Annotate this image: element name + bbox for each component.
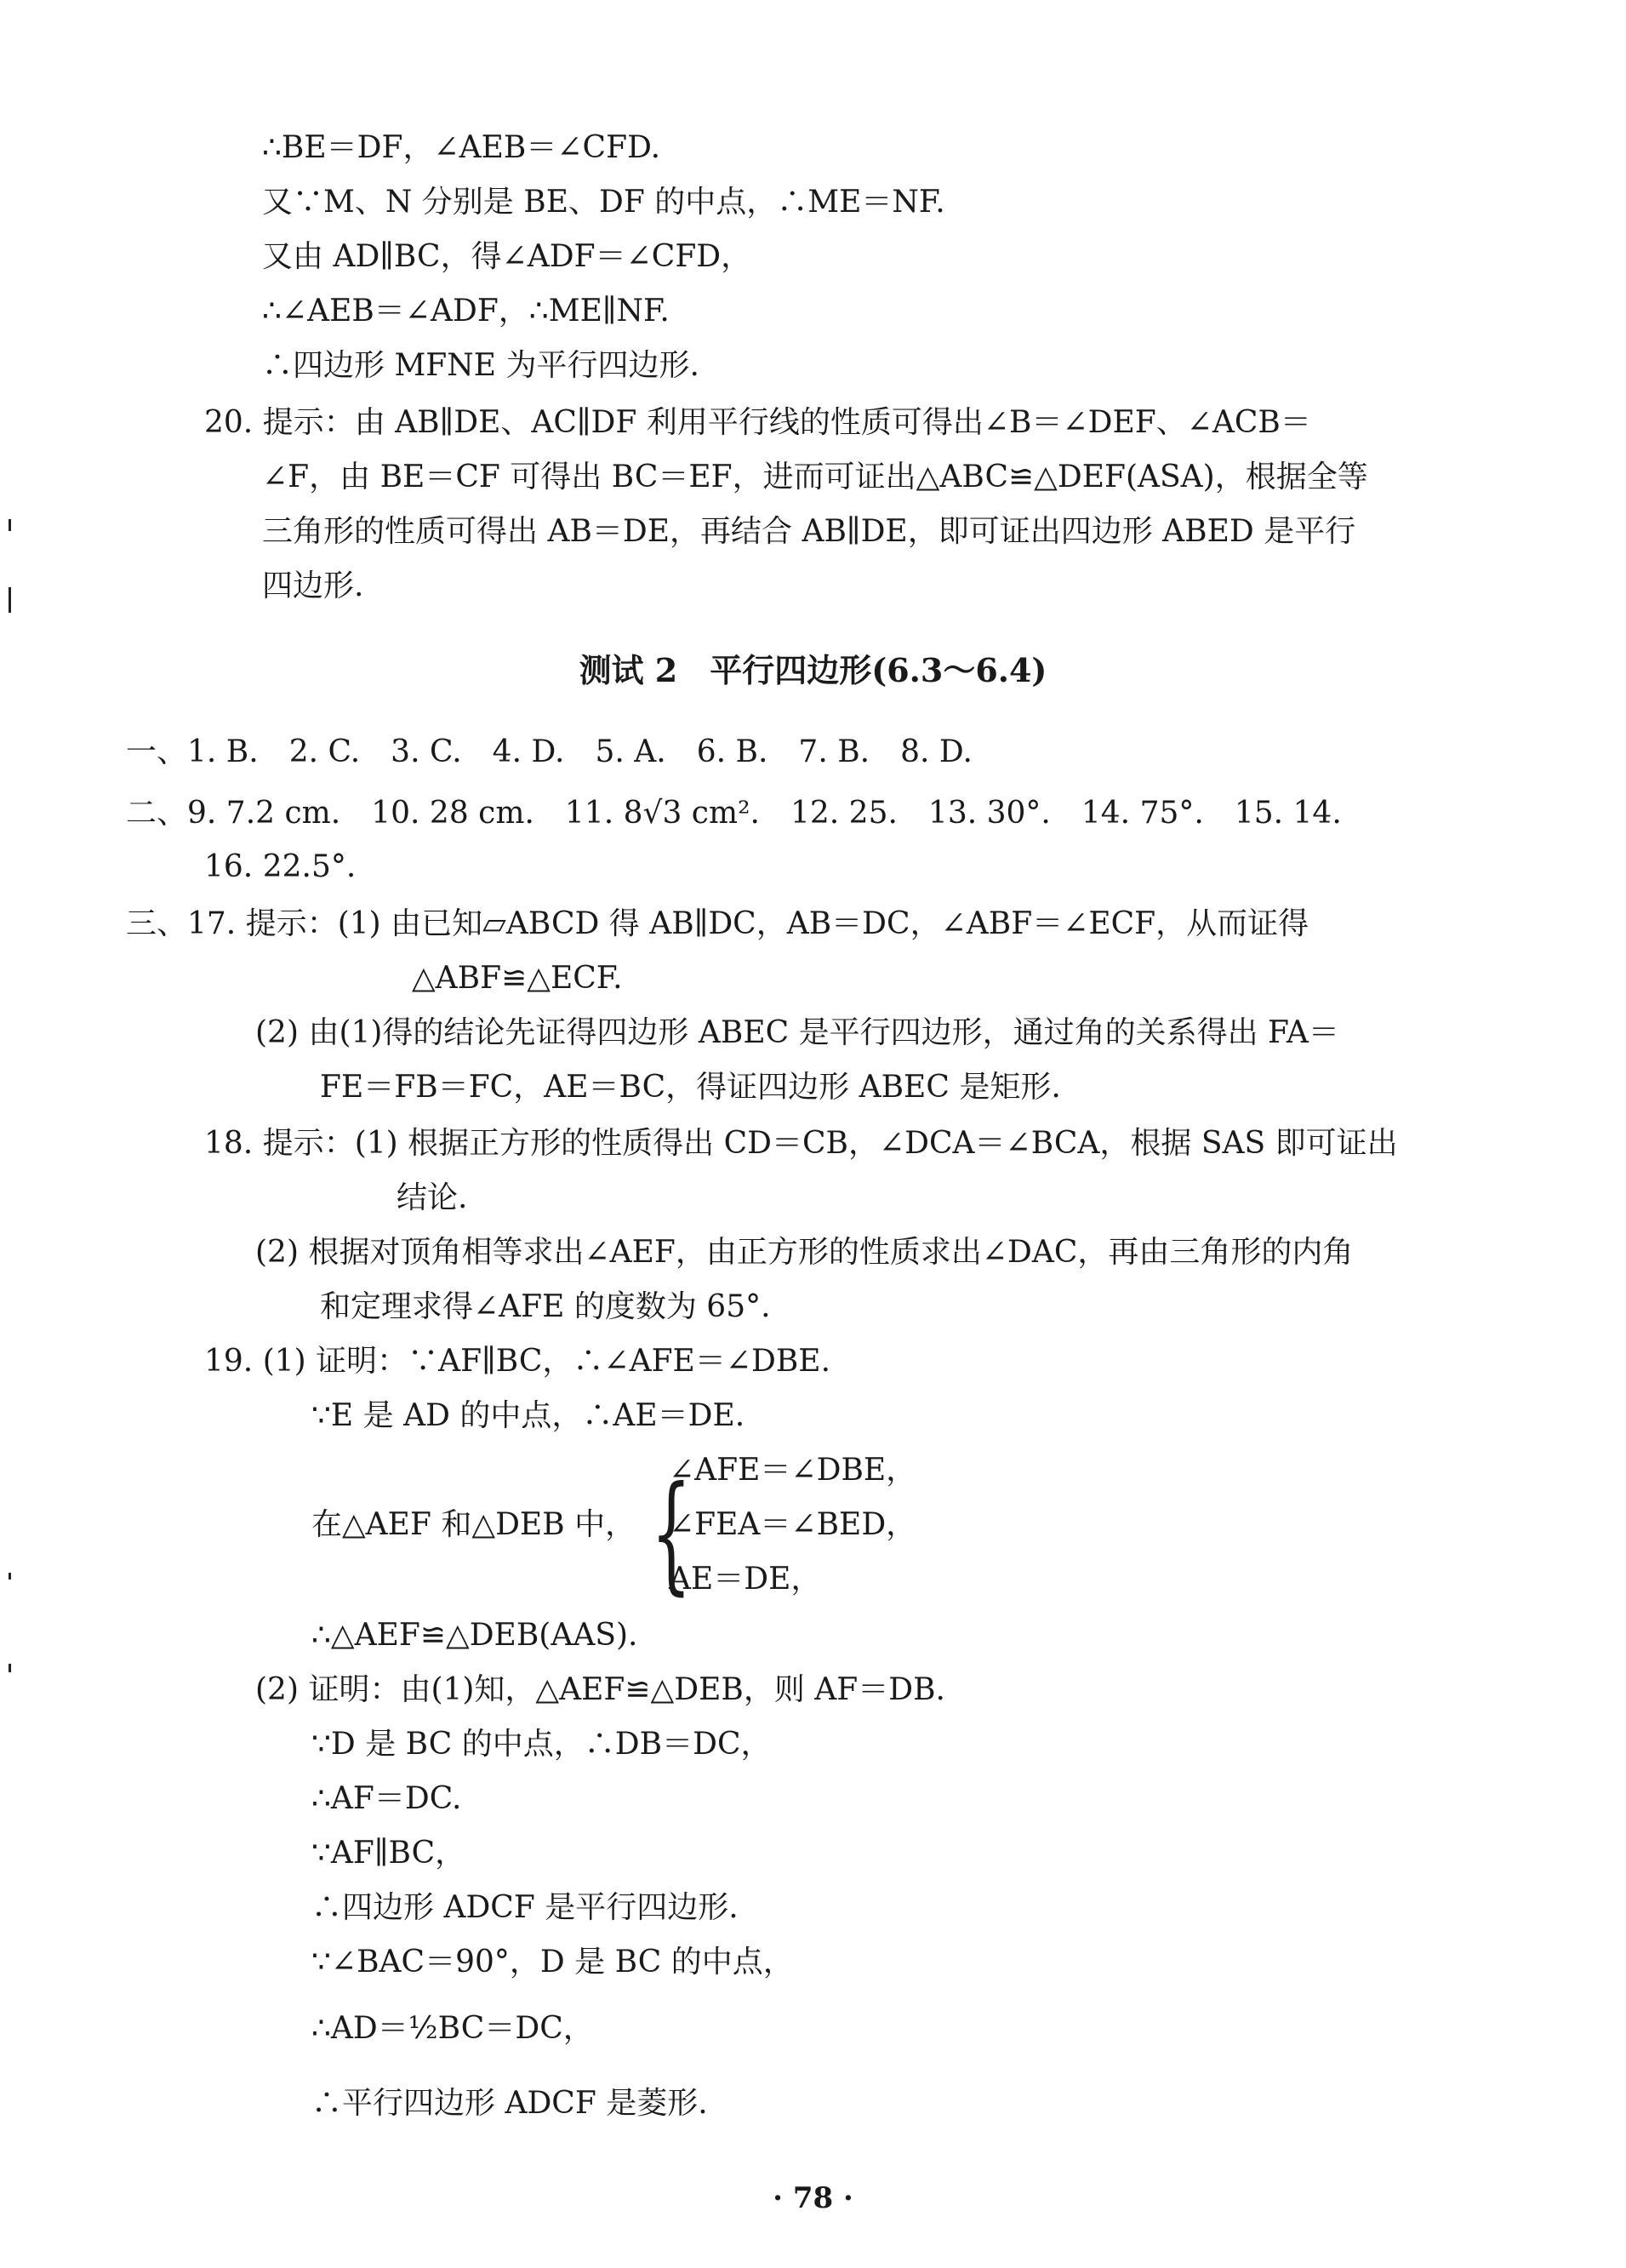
text-line: ∴BE＝DF，∠AEB＝∠CFD. <box>262 130 661 165</box>
text-line: ∵D 是 BC 的中点，∴DB＝DC， <box>311 1727 772 1762</box>
text-line: ∵E 是 AD 的中点，∴AE＝DE. <box>311 1398 745 1433</box>
scan-mark <box>9 519 11 531</box>
text-line: 16. 22.5°. <box>204 849 357 884</box>
page-number: · 78 · <box>773 2181 853 2215</box>
text-line: ∴平行四边形 ADCF 是菱形. <box>311 2086 708 2121</box>
text-line: (2) 由(1)得的结论先证得四边形 ABEC 是平行四边形，通过角的关系得出 FA＝ <box>255 1015 1339 1050</box>
scan-mark <box>9 587 11 613</box>
text-line: △ABF≌△ECF. <box>412 961 623 996</box>
text-line: FE＝FB＝FC，AE＝BC，得证四边形 ABEC 是矩形. <box>320 1070 1061 1105</box>
section-title: 测试 2 平行四边形(6.3～6.4) <box>579 651 1047 689</box>
text-line: 在△AEF 和△DEB 中， <box>311 1507 636 1542</box>
system-brace: { <box>651 1460 692 1608</box>
scan-mark <box>9 1664 11 1672</box>
text-line: 结论. <box>397 1180 468 1215</box>
text-line: ∴AF＝DC. <box>311 1781 462 1816</box>
text-line: 18. 提示：(1) 根据正方形的性质得出 CD＝CB，∠DCA＝∠BCA，根据 SAS 即可证出 <box>204 1126 1398 1161</box>
scan-mark <box>9 1573 11 1580</box>
text-line: 三、17. 提示：(1) 由已知▱ABCD 得 AB∥DC，AB＝DC，∠ABF＝∠ECF，从而证得 <box>126 906 1309 941</box>
text-line: (2) 根据对顶角相等求出∠AEF，由正方形的性质求出∠DAC，再由三角形的内角 <box>255 1235 1354 1270</box>
text-line: ∴四边形 MFNE 为平行四边形. <box>262 348 699 383</box>
text-line: ∠AFE＝∠DBE， <box>669 1453 917 1488</box>
text-line: ∠F，由 BE＝CF 可得出 BC＝EF，进而可证出△ABC≌△DEF(ASA)，根据全等 <box>262 460 1368 494</box>
text-line: 又∵M、N 分别是 BE、DF 的中点，∴ME＝NF. <box>262 185 945 220</box>
text-line: AE＝DE， <box>669 1562 822 1597</box>
text-line: 二、9. 7.2 cm. 10. 28 cm. 11. 8√3 cm². 12. 25. 13. 30°. 14. 75°. 15. 14. <box>126 796 1342 831</box>
text-line: ∵AF∥BC， <box>311 1836 466 1871</box>
text-line: 20. 提示：由 AB∥DE、AC∥DF 利用平行线的性质可得出∠B＝∠DEF、∠ACB＝ <box>204 405 1311 440</box>
text-line: ∴AD＝½BC＝DC， <box>311 2011 594 2046</box>
text-line: ∴四边形 ADCF 是平行四边形. <box>311 1890 739 1925</box>
text-line: 又由 AD∥BC，得∠ADF＝∠CFD， <box>262 239 752 274</box>
text-line: 19. (1) 证明：∵AF∥BC，∴∠AFE＝∠DBE. <box>204 1344 831 1379</box>
text-line: ∴∠AEB＝∠ADF，∴ME∥NF. <box>262 294 670 328</box>
text-line: 一、1. B. 2. C. 3. C. 4. D. 5. A. 6. B. 7. B. 8. D. <box>126 734 973 769</box>
text-line: 和定理求得∠AFE 的度数为 65°. <box>320 1289 771 1324</box>
text-line: (2) 证明：由(1)知，△AEF≌△DEB，则 AF＝DB. <box>255 1672 946 1707</box>
text-line: 四边形. <box>262 568 364 603</box>
text-line: ∠FEA＝∠BED， <box>669 1507 917 1542</box>
text-line: 三角形的性质可得出 AB＝DE，再结合 AB∥DE，即可证出四边形 ABED 是平行 <box>262 514 1356 549</box>
text-line: ∴△AEF≌△DEB(AAS). <box>311 1618 638 1653</box>
text-line: ∵∠BAC＝90°，D 是 BC 的中点， <box>311 1945 794 1980</box>
